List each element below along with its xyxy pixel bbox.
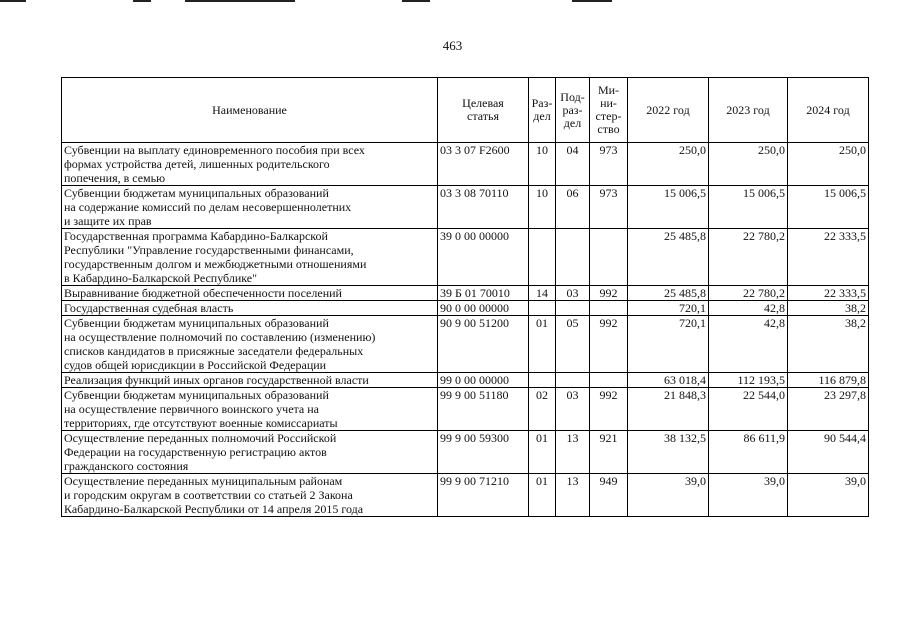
table-row xyxy=(62,373,869,388)
cell-subsection: 13 xyxy=(556,474,590,517)
table-row xyxy=(62,301,869,316)
cell-name-line: Кабардино-Балкарской Республики от 14 апреля 2015 года xyxy=(64,502,364,516)
cell-amount-2024: 15 006,5 xyxy=(788,186,869,229)
cell-target-article: 90 9 00 51200 xyxy=(438,316,529,373)
cell-section xyxy=(529,301,556,316)
table-row xyxy=(62,474,869,517)
cell-name-line: Выравнивание бюджетной обеспеченности поселений xyxy=(64,286,342,300)
header-subsection-line: раз- xyxy=(562,102,583,117)
cell-subsection: 03 xyxy=(556,388,590,431)
header-target-article xyxy=(438,78,529,143)
cell-amount-2024: 23 297,8 xyxy=(788,388,869,431)
header-ministry-line: ни- xyxy=(600,96,617,110)
cell-name-line: Осуществление переданных муниципальным районам xyxy=(64,474,343,488)
cell-target-article: 90 0 00 00000 xyxy=(438,301,529,316)
cell-ministry xyxy=(590,373,628,388)
cell-section xyxy=(529,373,556,388)
cell-name-line: Государственная судебная власть xyxy=(64,301,234,315)
header-name: Наименование xyxy=(62,78,438,143)
cell-name-line: гражданского состояния xyxy=(64,459,189,473)
cell-target-article: 03 3 08 70110 xyxy=(438,186,529,229)
header-subsection xyxy=(556,78,590,143)
cell-target-article: 03 3 07 F2600 xyxy=(438,143,529,186)
table-row xyxy=(62,316,869,373)
cell-amount-2022: 720,1 xyxy=(628,301,709,316)
cell-section: 10 xyxy=(529,186,556,229)
cell-name xyxy=(62,186,438,229)
cell-subsection: 05 xyxy=(556,316,590,373)
cell-subsection: 06 xyxy=(556,186,590,229)
cell-ministry: 992 xyxy=(590,388,628,431)
cell-section: 14 xyxy=(529,286,556,301)
cell-amount-2022: 250,0 xyxy=(628,143,709,186)
cell-ministry: 992 xyxy=(590,286,628,301)
cell-subsection: 03 xyxy=(556,286,590,301)
cell-amount-2024: 39,0 xyxy=(788,474,869,517)
cell-name-line: попечения, в семью xyxy=(64,171,166,185)
header-year-2023: 2023 год xyxy=(709,78,788,143)
cell-amount-2022: 25 485,8 xyxy=(628,286,709,301)
cell-amount-2024: 116 879,8 xyxy=(788,373,869,388)
cell-amount-2022: 38 132,5 xyxy=(628,431,709,474)
scan-edge-mark xyxy=(572,0,612,2)
scan-edge-mark xyxy=(402,0,430,2)
cell-ministry: 992 xyxy=(590,316,628,373)
cell-name-line: Государственная программа Кабардино-Балкарской xyxy=(64,229,328,243)
cell-ministry: 921 xyxy=(590,431,628,474)
header-section xyxy=(529,78,556,143)
cell-name-line: Субвенции бюджетам муниципальных образований xyxy=(64,388,329,402)
scan-edge-mark xyxy=(185,0,295,2)
cell-subsection: 04 xyxy=(556,143,590,186)
cell-name-line: списков кандидатов в присяжные заседатели федеральных xyxy=(64,344,364,358)
cell-amount-2022: 21 848,3 xyxy=(628,388,709,431)
cell-amount-2023: 42,8 xyxy=(709,301,788,316)
cell-name-line: государственным долгом и межбюджетными отношениями xyxy=(64,257,367,271)
header-section-line: Раз- xyxy=(531,96,553,110)
cell-amount-2023: 86 611,9 xyxy=(709,431,788,474)
header-subsection-line: Под- xyxy=(560,89,585,104)
cell-amount-2022: 720,1 xyxy=(628,316,709,373)
cell-ministry xyxy=(590,301,628,316)
header-year-2022: 2022 год xyxy=(628,78,709,143)
cell-name xyxy=(62,229,438,286)
header-ministry-line: Ми- xyxy=(597,83,620,97)
table-header-row xyxy=(62,78,869,143)
cell-name xyxy=(62,301,438,316)
page-number: 463 xyxy=(442,38,463,53)
cell-section: 10 xyxy=(529,143,556,186)
cell-subsection xyxy=(556,301,590,316)
cell-target-article: 39 Б 01 70010 xyxy=(438,286,529,301)
header-target-line: статья xyxy=(467,109,499,123)
cell-amount-2022: 39,0 xyxy=(628,474,709,517)
cell-name-line: и городским округам в соответствии со статьей 2 Закона xyxy=(64,488,353,502)
cell-name-line: Субвенции бюджетам муниципальных образований xyxy=(64,316,329,330)
cell-name-line: Субвенции на выплату единовременного пособия при всех xyxy=(64,143,365,157)
header-subsection-line: дел xyxy=(563,115,582,130)
cell-name xyxy=(62,388,438,431)
cell-name-line: на содержание комиссий по делам несовершеннолетних xyxy=(64,200,352,214)
cell-amount-2023: 22 544,0 xyxy=(709,388,788,431)
cell-name xyxy=(62,316,438,373)
cell-name-line: Субвенции бюджетам муниципальных образований xyxy=(64,186,329,200)
cell-amount-2023: 39,0 xyxy=(709,474,788,517)
cell-target-article: 99 9 00 59300 xyxy=(438,431,529,474)
cell-target-article: 99 9 00 71210 xyxy=(438,474,529,517)
cell-amount-2024: 22 333,5 xyxy=(788,286,869,301)
cell-amount-2023: 42,8 xyxy=(709,316,788,373)
cell-amount-2022: 25 485,8 xyxy=(628,229,709,286)
budget-table xyxy=(61,77,869,517)
cell-ministry: 949 xyxy=(590,474,628,517)
table-row xyxy=(62,229,869,286)
cell-amount-2023: 22 780,2 xyxy=(709,229,788,286)
cell-name-line: Республики "Управление государственными финансами, xyxy=(64,243,354,257)
table-row xyxy=(62,431,869,474)
cell-amount-2022: 63 018,4 xyxy=(628,373,709,388)
cell-section: 01 xyxy=(529,316,556,373)
cell-target-article: 99 9 00 51180 xyxy=(438,388,529,431)
header-target-line: Целевая xyxy=(462,96,504,110)
cell-name-line: Реализация функций иных органов государственной власти xyxy=(64,373,369,387)
header-section-line: дел xyxy=(533,109,551,123)
cell-target-article: 39 0 00 00000 xyxy=(438,229,529,286)
header-ministry-line: стер- xyxy=(595,109,622,123)
cell-name xyxy=(62,431,438,474)
cell-section: 01 xyxy=(529,474,556,517)
cell-name-line: формах устройства детей, лишенных родительского xyxy=(64,157,330,171)
cell-amount-2023: 250,0 xyxy=(709,143,788,186)
cell-amount-2024: 38,2 xyxy=(788,301,869,316)
cell-name-line: на осуществление первичного воинского учета на xyxy=(64,402,319,416)
cell-name xyxy=(62,474,438,517)
cell-subsection xyxy=(556,373,590,388)
cell-name xyxy=(62,143,438,186)
cell-amount-2023: 112 193,5 xyxy=(709,373,788,388)
cell-name xyxy=(62,286,438,301)
table-row xyxy=(62,186,869,229)
cell-name-line: территориях, где отсутствуют военные комиссариаты xyxy=(64,416,338,430)
cell-name-line: в Кабардино-Балкарской Республике" xyxy=(64,271,258,285)
header-year-2024: 2024 год xyxy=(788,78,869,143)
cell-amount-2024: 22 333,5 xyxy=(788,229,869,286)
cell-amount-2024: 90 544,4 xyxy=(788,431,869,474)
scan-edge-mark xyxy=(133,0,151,2)
scan-edge-mark xyxy=(0,0,26,2)
header-ministry-line: ство xyxy=(597,122,620,136)
cell-subsection xyxy=(556,229,590,286)
cell-amount-2023: 22 780,2 xyxy=(709,286,788,301)
cell-amount-2023: 15 006,5 xyxy=(709,186,788,229)
header-ministry xyxy=(590,78,628,143)
table-row xyxy=(62,143,869,186)
cell-target-article: 99 0 00 00000 xyxy=(438,373,529,388)
cell-amount-2022: 15 006,5 xyxy=(628,186,709,229)
cell-amount-2024: 38,2 xyxy=(788,316,869,373)
cell-name xyxy=(62,373,438,388)
cell-section xyxy=(529,229,556,286)
cell-ministry: 973 xyxy=(590,143,628,186)
table-body xyxy=(62,143,869,517)
cell-name-line: и защите их прав xyxy=(64,214,152,228)
cell-section: 01 xyxy=(529,431,556,474)
cell-ministry xyxy=(590,229,628,286)
cell-name-line: Федерации на государственную регистрацию актов xyxy=(64,445,327,459)
cell-subsection: 13 xyxy=(556,431,590,474)
cell-name-line: судов общей юрисдикции в Российской Федерации xyxy=(64,358,327,372)
table-row xyxy=(62,286,869,301)
cell-section: 02 xyxy=(529,388,556,431)
cell-amount-2024: 250,0 xyxy=(788,143,869,186)
table-row xyxy=(62,388,869,431)
cell-name-line: Осуществление переданных полномочий Российской xyxy=(64,431,337,445)
cell-name-line: на осуществление полномочий по составлению (изменению) xyxy=(64,330,376,344)
cell-ministry: 973 xyxy=(590,186,628,229)
